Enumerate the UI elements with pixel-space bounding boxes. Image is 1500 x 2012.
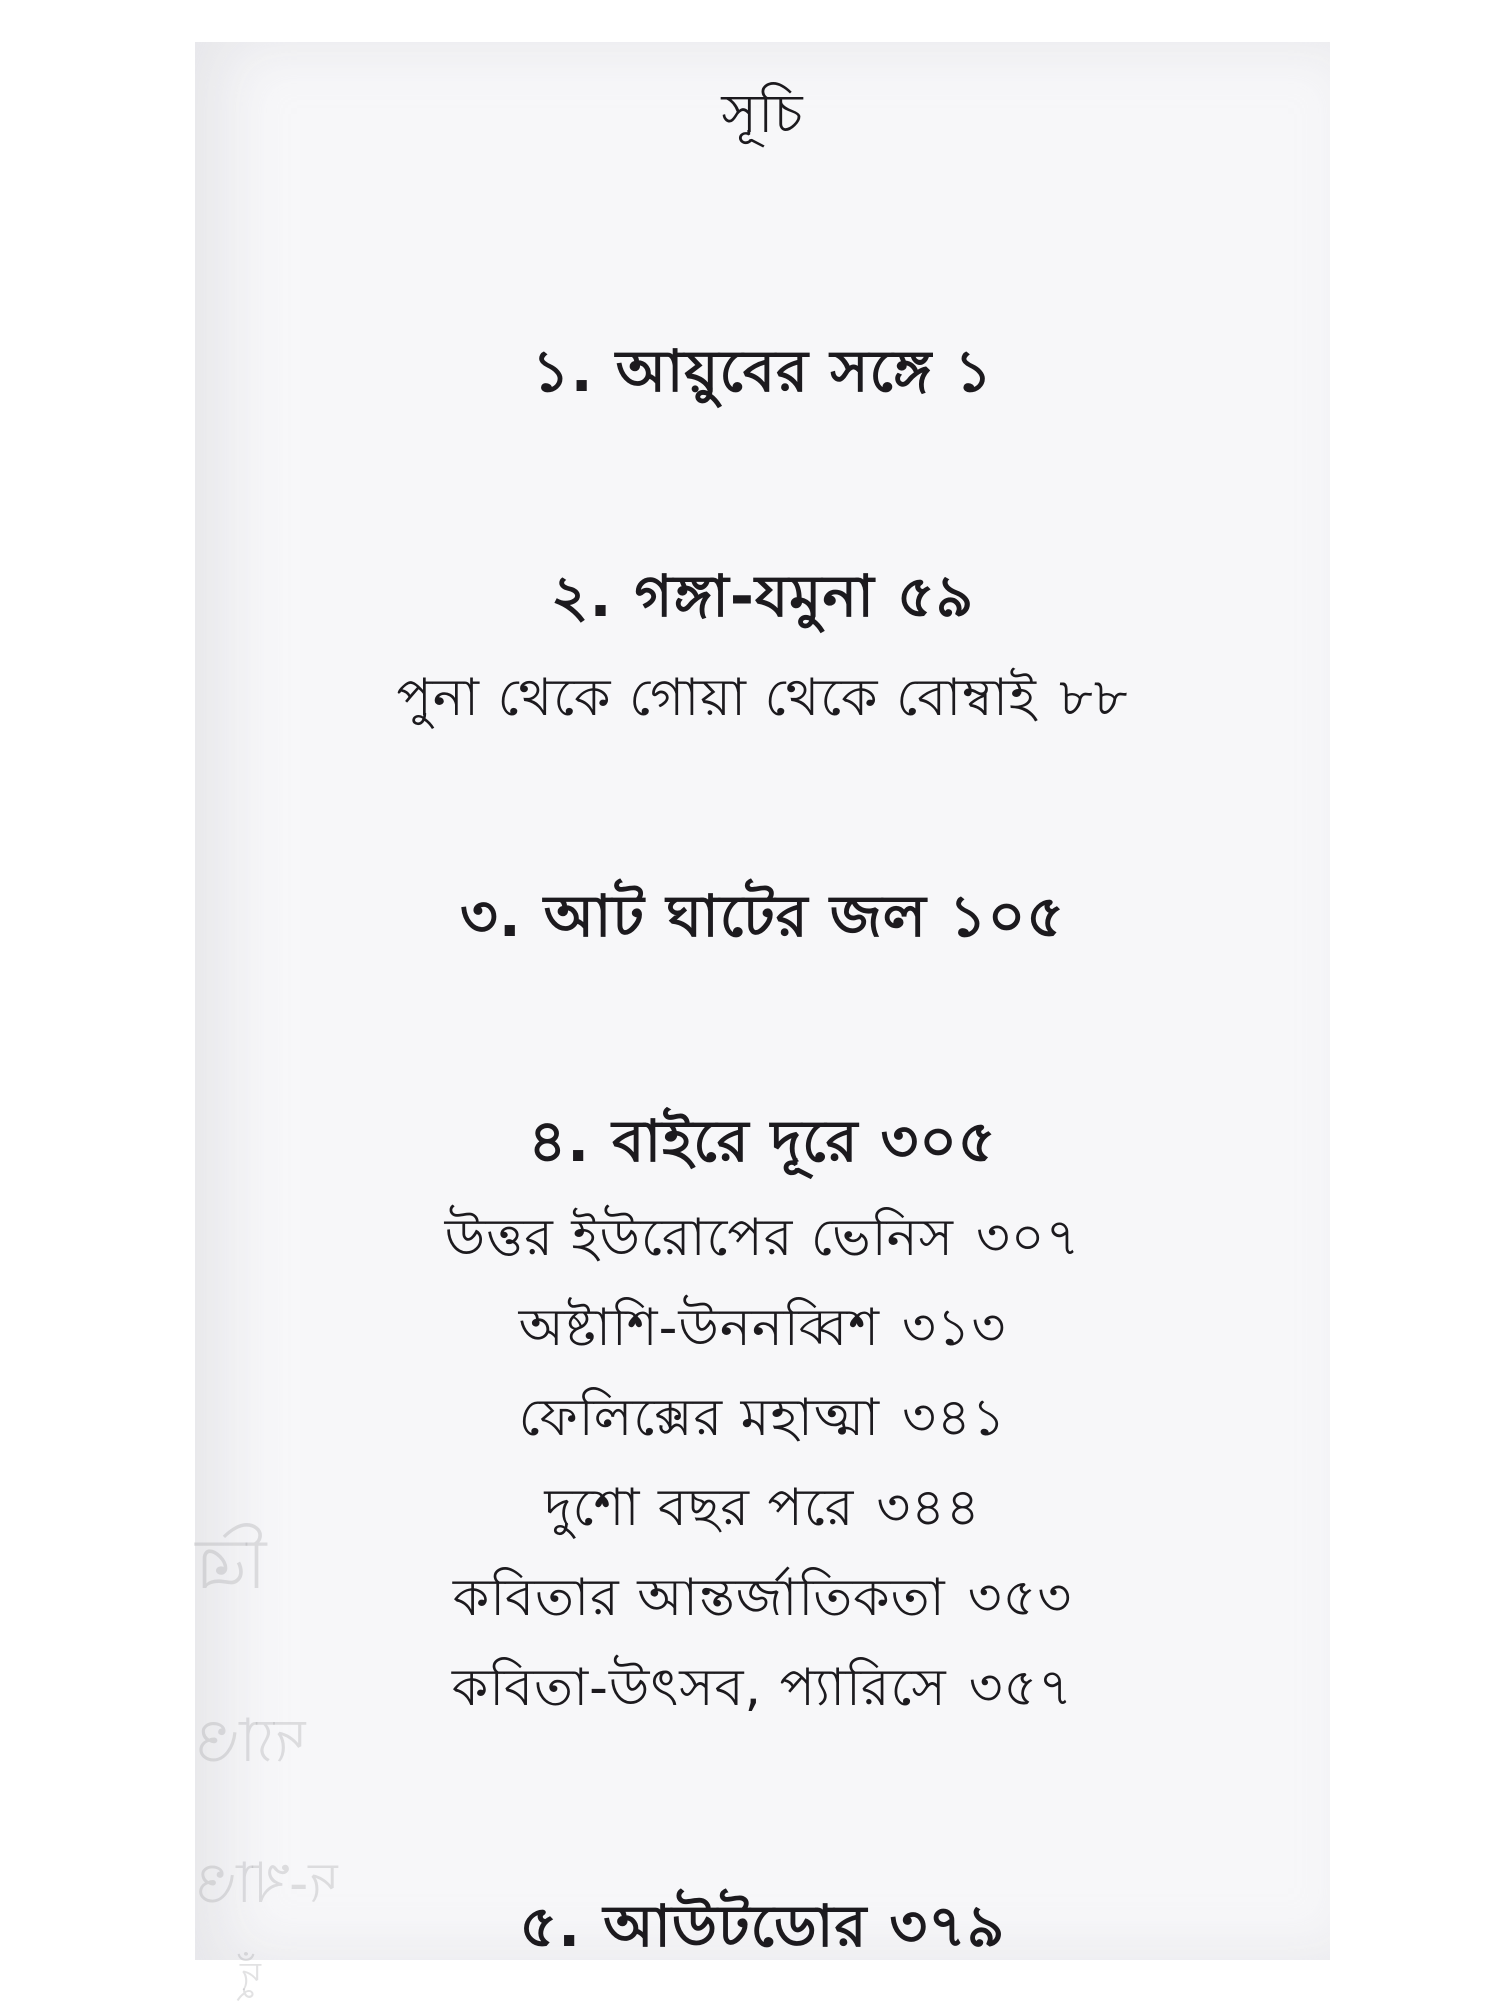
page-title: সূচি [721,82,804,145]
entry-title: অষ্টাশি-উননব্বিশ [518,1298,880,1358]
chapter-heading[interactable] [195,327,1330,424]
page-number: ৩৫৭ [968,1658,1074,1718]
toc-entry[interactable] [195,1197,1330,1284]
toc-entry[interactable] [195,657,1330,744]
chapter-heading[interactable] [195,552,1330,649]
chapter-title: গঙ্গা-যমুনা [634,562,875,630]
page-number: ৫৯ [896,562,975,630]
chapter-heading[interactable] [195,1882,1330,1979]
page-number: ৩০৫ [880,1107,997,1175]
entry-title: পুনা থেকে গোয়া থেকে বোম্বাই [396,668,1037,728]
bleed-through-text: দ্যাও [195,1706,306,1776]
page-number: ১০৫ [948,882,1065,950]
page-number: ৩০৭ [975,1208,1081,1268]
chapter-number: ৫. [519,1892,582,1960]
bleed-through-text: ত্রি [195,1523,267,1605]
toc-entry[interactable] [195,1377,1330,1464]
chapter-number: ১. [532,337,594,405]
chapter-title: বাইরে দূরে [612,1107,859,1175]
page-number: ৩১৩ [901,1298,1007,1358]
toc-entry[interactable] [195,1557,1330,1644]
page-number: ৩৫৩ [967,1568,1073,1628]
page-number: ৩৪৪ [876,1478,981,1538]
chapter-title: আট ঘাটের জল [543,882,927,950]
chapter-title: আউটডোর [603,1892,868,1960]
table-of-contents [195,42,1330,1960]
toc-entry[interactable] [195,1467,1330,1554]
chapter-number: ২. [550,562,613,630]
toc-entry[interactable] [195,1287,1330,1374]
bleed-through-text: দ-খাও [195,1851,338,1916]
entry-title: দুশো বছর পরে [544,1478,855,1538]
chapter-number: ৪. [528,1107,591,1175]
chapter-number: ৩. [460,882,522,950]
chapter-heading[interactable] [195,872,1330,969]
bleed-through-text: দুঁ [240,1954,262,2000]
chapter-heading[interactable] [195,1097,1330,1194]
page-number: ১ [954,337,993,405]
entry-title: কবিতার আন্তর্জাতিকতা [452,1568,946,1628]
entry-title: উত্তর ইউরোপের ভেনিস [444,1208,954,1268]
page-number: ৩৭৯ [889,1892,1006,1960]
page-number: ৩৪১ [902,1388,1007,1448]
toc-entry[interactable] [195,1647,1330,1734]
entry-title: কবিতা-উৎসব, প্যারিসে [451,1658,947,1718]
page-number: ৮৮ [1058,668,1129,728]
entry-title: ফেলিক্সের মহাত্মা [518,1388,881,1448]
chapter-title: আয়ুবের সঙ্গে [615,337,933,405]
